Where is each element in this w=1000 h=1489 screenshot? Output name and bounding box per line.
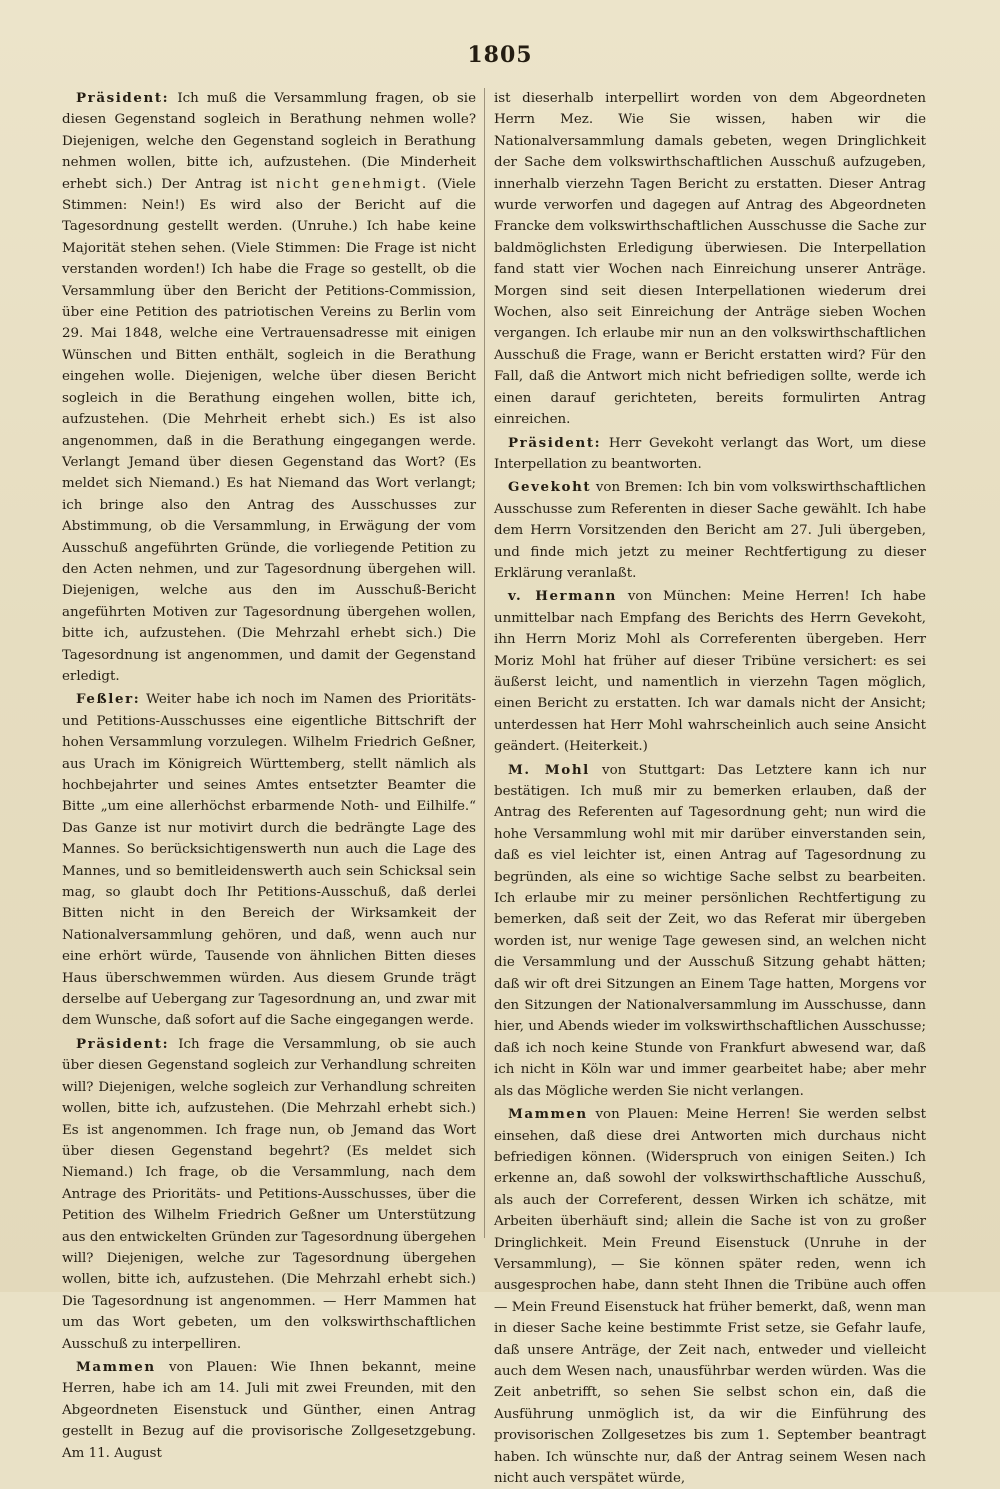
left-column bbox=[62, 88, 477, 1461]
paragraph-text: Herr Gevekoht verlangt das Wort, um diese Interpellation zu beantworten. bbox=[494, 435, 926, 472]
paragraph-text: von Bremen: Ich bin vom volkswirthschaftlichen Ausschusse zum Referenten in dieser Sache gewählt. Ich habe dem Herrn Vorsitzenden den Bericht am 27. Juli übergeben, und finde mich jetzt zu meiner Rechtfertigung zu dieser Erklärung veranlaßt. bbox=[494, 480, 926, 581]
column-divider bbox=[484, 88, 485, 1238]
paragraph-text: Ich muß die Versammlung fragen, ob sie diesen Gegenstand sogleich in Berathung nehmen wolle? Diejenigen, welche den Gegenstand sogleich in Berathung nehmen wollen, bitte ich, aufzustehen. (Die Minderheit erhebt sich.) Der Antrag ist bbox=[62, 91, 477, 192]
paragraph-text: ist dieserhalb interpellirt worden von dem Abgeordneten Herrn Mez. Wie Sie wissen, haben wir die Nationalversammlung damals gebeten, wegen Dringlichkeit der Sache dem volkswirthschaftlichen Ausschuß aufzugeben, innerhalb vierzehn Tagen Bericht zu erstatten. Dieser Antrag wurde verworfen und dagegen auf Antrag des Abgeordneten Francke dem volkswirthschaftlichen Ausschusse die Sache zur baldmöglichsten Erledigung überwiesen. Die Interpellation fand statt vier Wochen nach Einreichung unserer Anträge. Morgen sind seit diesen Interpellationen wiederum drei Wochen, also seit Einreichung der Anträge sieben Wochen vergangen. Ich erlaube mir nun an den volkswirthschaftlichen Ausschuß die Frage, wann er Bericht erstatten wird? Für den Fall, daß die Antwort mich nicht befriedigen sollte, werde ich einen darauf gerichteten, bereits formulirten Antrag einreichen. bbox=[494, 91, 926, 428]
paragraph bbox=[494, 477, 926, 584]
paragraph bbox=[494, 1104, 926, 1489]
paragraph bbox=[62, 88, 476, 687]
paragraph-text: von Plauen: Meine Herren! Sie werden selbst einsehen, daß diese drei Antworten mich durchaus nicht befriedigen können. (Widerspruch von einigen Seiten.) Ich erkenne an, daß sowohl der volkswirthschaftliche Ausschuß, als auch der Correferent, dessen Wirken ich schätze, mit Arbeiten überhäuft sind; allein die Sache ist von zu großer Dringlichkeit. Mein Freund Eisenstuck (Unruhe in der Versammlung), — Sie können später reden, wenn ich ausgesprochen habe, dann steht Ihnen die Tribüne auch offen — Mein Freund Eisenstuck hat früher bemerkt, daß, wenn man in dieser Sache keine bestimmte Frist setze, sie Gefahr laufe, daß unsere Anträge, der Zeit nach, entweder und vielleicht auch dem Wesen nach, unausführbar werden würden. Was die Zeit anbetrifft, so sehen Sie selbst schon ein, daß die Ausführung unmöglich ist, da wir die Einführung des provisorischen Zollgesetzes bis zum 1. September beantragt haben. Ich wünschte nur, daß der Antrag seinem Wesen nach nicht auch verspätet würde, bbox=[494, 1107, 926, 1486]
right-column bbox=[494, 88, 926, 1486]
paragraph bbox=[494, 760, 926, 1103]
emphasized-text: nicht genehmigt. bbox=[275, 176, 429, 192]
paragraph-text: von Stuttgart: Das Letztere kann ich nur bestätigen. Ich muß mir zu bemerken erlauben, daß der Antrag des Referenten auf Tagesordnung geht; nun wird die hohe Versammlung wohl mit mir darüber einverstanden sein, daß es viel leichter ist, einen Antrag auf Tagesordnung zu begründen, als eine so wichtige Sache selbst zu bearbeiten. Ich erlaube mir zu meiner persönlichen Rechtfertigung zu bemerken, daß seit der Zeit, wo das Referat mir übergeben worden ist, nur wenige Tage gewesen sind, an welchen nicht die Versammlung und der Ausschuß Sitzung gehabt hätten; daß wir oft drei Sitzungen an Einem Tage hatten, Morgens vor den Sitzungen der Nationalversammlung im Ausschusse, dann hier, und Abends wieder im volkswirthschaftlichen Ausschusse; daß ich noch keine Stunde von Frankfurt abwesend war, daß ich nicht in Köln war und immer gearbeitet habe; aber mehr als das Mögliche werden Sie nicht verlangen. bbox=[494, 762, 926, 1099]
paragraph bbox=[62, 689, 476, 1032]
speaker-name: v. Hermann bbox=[508, 588, 617, 605]
paragraph bbox=[62, 1034, 476, 1355]
speaker-name: Mammen bbox=[76, 1358, 156, 1375]
paragraph bbox=[494, 433, 926, 476]
speaker-name: Mammen bbox=[508, 1106, 588, 1123]
paragraph-text: Weiter habe ich noch im Namen des Prioritäts- und Petitions-Ausschusses eine eigentliche Bittschrift der hohen Versammlung vorzulegen. Wilhelm Friedrich Geßner, aus Urach im Königreich Württemberg, stellt nämlich als hochbejahrter und seines Amtes entsetzter Beamter die Bitte „um eine allerhöchst erbarmende Noth- und Eilhilfe.“ Das Ganze ist nur motivirt durch die bedrängte Lage des Mannes. So berücksichtigenswerth nun auch die Lage des Mannes, und so bemitleidenswerth auch sein Schicksal sein mag, so glaubt doch Ihr Petitions-Ausschuß, daß derlei Bitten nicht in den Bereich der Wirksamkeit der Nationalversammlung gehören, und daß, wenn auch nur eine erhört würde, Tausende von ähnlichen Bitten dieses Haus überschwemmen würden. Aus diesem Grunde trägt derselbe auf Uebergang zur Tagesordnung an, und zwar mit dem Wunsche, daß sofort auf die Sache eingegangen werde. bbox=[62, 692, 476, 1029]
speaker-name: Präsident: bbox=[76, 90, 170, 106]
speaker-name: Präsident: bbox=[76, 1035, 170, 1052]
paragraph-text: (Viele Stimmen: Nein!) Es wird also der Bericht auf die Tagesordnung gestellt werden. (Unruhe.) Ich habe keine Majorität stehen sehen. (Viele Stimmen: Die Frage ist nicht verstanden worden!) Ich habe die Frage so gestellt, ob die Versammlung über den Bericht der Petitions-Commission, über eine Petition des patriotischen Vereins zu Berlin vom 29. Mai 1848, welche eine Vertrauensadresse mit einigen Wünschen und Bitten enthält, sogleich in die Berathung eingehen wolle. Diejenigen, welche über diesen Bericht sogleich in die Berathung eingehen wollen, bitte ich, aufzustehen. (Die Mehrheit erhebt sich.) Es ist also angenommen, daß in die Berathung eingegangen werde. Verlangt Jemand über diesen Gegenstand das Wort? (Es meldet sich Niemand.) Es hat Niemand das Wort verlangt; ich bringe also den Antrag des Ausschusses zur Abstimmung, ob die Versammlung, in Erwägung der vom Ausschuß angeführten Gründe, die vorliegende Petition zu den Acten nehmen, und zur Tagesordnung übergehen will. Diejenigen, welche aus den im Ausschuß-Bericht angeführten Motiven zur Tagesordnung übergehen wollen, bitte ich, aufzustehen. (Die Mehrzahl erhebt sich.) Die Tagesordnung ist angenommen, und damit der Gegenstand erledigt. bbox=[62, 176, 476, 684]
speaker-name: Feßler: bbox=[76, 691, 141, 708]
paragraph-text: von München: Meine Herren! Ich habe unmittelbar nach Empfang des Berichts des Herrn Gevekoht, ihn Herrn Moriz Mohl als Correferenten übergeben. Herr Moriz Mohl hat früher auf dieser Tribüne versichert: es sei äußerst leicht, und namentlich in vierzehn Tagen möglich, einen Bericht zu erstatten. Ich war damals nicht der Ansicht; unterdessen hat Herr Mohl wahrscheinlich auch seine Ansicht geändert. (Heiterkeit.) bbox=[494, 589, 926, 755]
paragraph-text: Ich frage die Versammlung, ob sie auch über diesen Gegenstand sogleich zur Verhandlung schreiten will? Diejenigen, welche sogleich zur Verhandlung schreiten wollen, bitte ich, aufzustehen. (Die Mehrzahl erhebt sich.) Es ist angenommen. Ich frage nun, ob Jemand das Wort über diesen Gegenstand begehrt? (Es meldet sich Niemand.) Ich frage, ob die Versammlung, nach dem Antrage des Prioritäts- und Petitions-Ausschusses, über die Petition des Wilhelm Friedrich Geßner um Unterstützung aus den entwickelten Gründen zur Tagesordnung übergehen will? Diejenigen, welche zur Tagesordnung übergehen wollen, bitte ich, aufzustehen. (Die Mehrzahl erhebt sich.) Die Tagesordnung ist angenommen. — Herr Mammen hat um das Wort gebeten, um den volkswirthschaftlichen Ausschuß zu interpelliren. bbox=[62, 1036, 476, 1352]
speaker-name: Gevekoht bbox=[508, 479, 592, 496]
paragraph bbox=[62, 1357, 476, 1464]
speaker-name: Präsident: bbox=[508, 434, 602, 451]
paragraph-text: von Plauen: Wie Ihnen bekannt, meine Herren, habe ich am 14. Juli mit zwei Freunden, mit den Abgeordneten Eisenstuck und Günther, einen Antrag gestellt in Bezug auf die provisorische Zollgesetzgebung. Am 11. August bbox=[62, 1359, 477, 1461]
speaker-name: M. Mohl bbox=[508, 761, 590, 778]
page-number: 1805 bbox=[467, 42, 533, 68]
paragraph bbox=[494, 88, 926, 431]
paragraph bbox=[494, 586, 926, 757]
